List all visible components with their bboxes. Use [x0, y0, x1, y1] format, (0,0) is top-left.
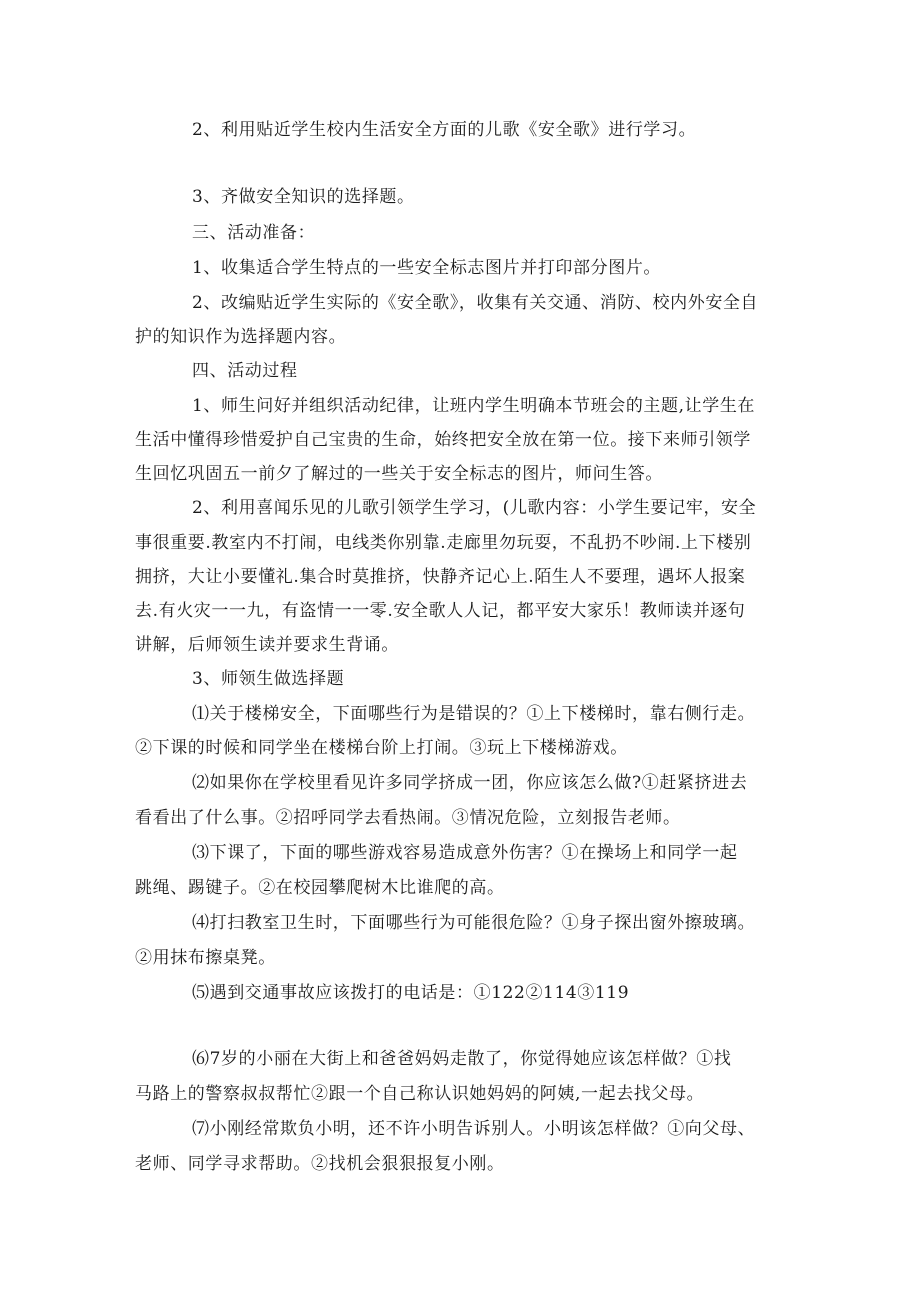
paragraph-line: 3、齐做安全知识的选择题。	[192, 187, 415, 207]
paragraph-line: 护的知识作为选择题内容。	[135, 327, 347, 347]
paragraph-line: 2、利用喜闻乐见的儿歌引领学生学习，(儿歌内容：小学生要记牢，安全	[192, 498, 757, 518]
question-line: ②用抹布擦桌凳。	[135, 948, 276, 968]
paragraph-line: 拥挤，大让小要懂礼.集合时莫推挤，快静齐记心上.陌生人不要理，遇坏人报案	[135, 567, 746, 587]
question-line: 马路上的警察叔叔帮忙②跟一个自己称认识她妈妈的阿姨,一起去找父母。	[135, 1084, 705, 1104]
question-line: ⑹7岁的小丽在大街上和爸爸妈妈走散了，你觉得她应该怎样做？①找	[192, 1049, 732, 1069]
question-line: 老师、同学寻求帮助。②找机会狠狠报复小刚。	[135, 1154, 505, 1174]
paragraph-line: 讲解，后师领生读并要求生背诵。	[135, 635, 399, 655]
section-heading: 三、活动准备：	[192, 223, 316, 243]
paragraph-line: 生活中懂得珍惜爱护自己宝贵的生命，始终把安全放在第一位。接下来师引领学	[135, 430, 751, 450]
paragraph-line: 3、师领生做选择题	[192, 669, 345, 689]
question-line: ⑴关于楼梯安全，下面哪些行为是错误的？①上下楼梯时，靠右侧行走。	[192, 704, 756, 724]
paragraph-line: 事很重要.教室内不打闹，电线类你别靠.走廊里勿玩耍，不乱扔不吵闹.上下楼别	[135, 533, 752, 553]
question-line: ⑺小刚经常欺负小明，还不许小明告诉别人。小明该怎样做？①向父母、	[192, 1119, 756, 1139]
paragraph-line: 去.有火灾一一九，有盗情一一零.安全歌人人记，都平安大家乐！教师读并逐句	[135, 601, 746, 621]
question-line: ②下课的时候和同学坐在楼梯台阶上打闹。③玩上下楼梯游戏。	[135, 738, 628, 758]
paragraph-line: 生回忆巩固五一前夕了解过的一些关于安全标志的图片，师问生答。	[135, 464, 663, 484]
question-line: 跳绳、踢键子。②在校园攀爬树木比谁爬的高。	[135, 878, 505, 898]
question-line: ⑶下课了，下面的哪些游戏容易造成意外伤害？①在操场上和同学一起	[192, 843, 738, 863]
question-line: ⑸遇到交通事故应该拨打的电话是：①122②114③119	[192, 983, 630, 1003]
section-heading: 四、活动过程	[192, 361, 298, 381]
paragraph-line: 1、师生问好并组织活动纪律，让班内学生明确本节班会的主题,让学生在	[192, 396, 756, 416]
question-line: ⑷打扫教室卫生时，下面哪些行为可能很危险？①身子探出窗外擦玻璃。	[192, 913, 756, 933]
paragraph-line: 2、利用贴近学生校内生活安全方面的儿歌《安全歌》进行学习。	[192, 120, 697, 140]
question-line: 看看出了什么事。②招呼同学去看热闹。③情况危险，立刻报告老师。	[135, 808, 681, 828]
paragraph-line: 1、收集适合学生特点的一些安全标志图片并打印部分图片。	[192, 258, 662, 278]
paragraph-line: 2、改编贴近学生实际的《安全歌》，收集有关交通、消防、校内外安全自	[192, 293, 759, 313]
question-line: ⑵如果你在学校里看见许多同学挤成一团，你应该怎么做?①赶紧挤进去	[192, 773, 748, 793]
